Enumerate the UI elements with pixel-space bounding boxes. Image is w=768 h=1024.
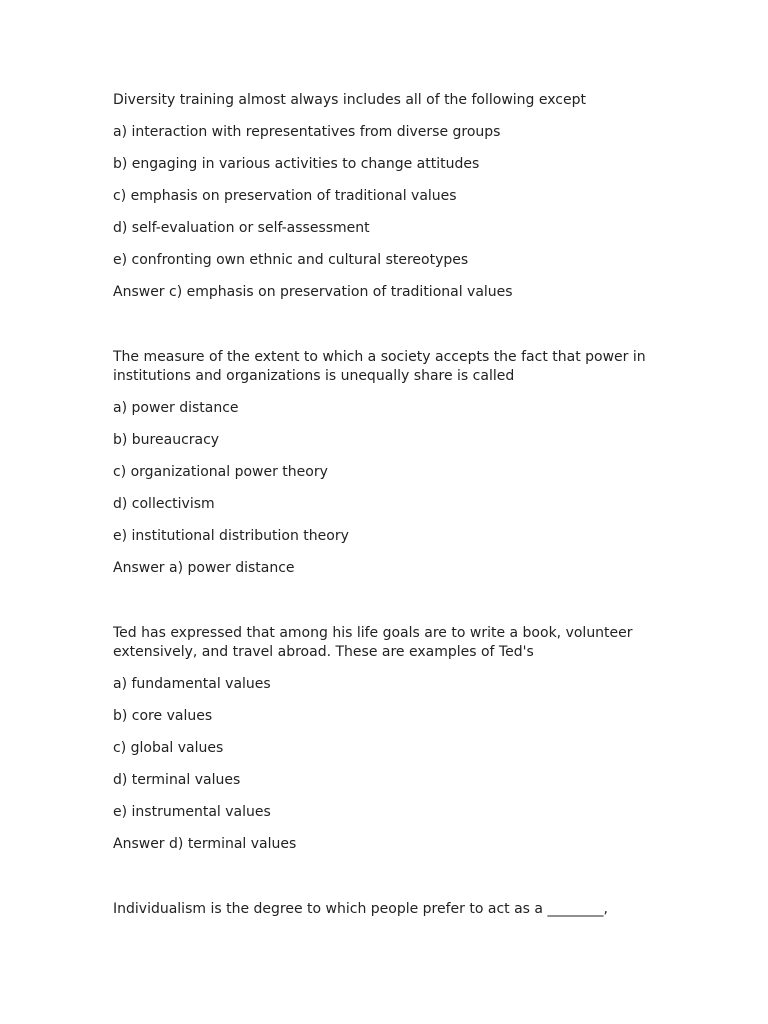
answer-option-d: d) terminal values xyxy=(113,772,241,788)
answer-option-b: b) core values xyxy=(113,708,213,724)
answer-option-e: e) confronting own ethnic and cultural stereotypes xyxy=(113,252,469,268)
question-1 xyxy=(113,91,653,302)
answer-option-e: e) instrumental values xyxy=(113,804,271,820)
question-text: The measure of the extent to which a society accepts the fact that power in institutions and organizations is unequally share is called xyxy=(113,349,646,384)
answer-key: Answer a) power distance xyxy=(113,560,295,576)
answer-key: Answer c) emphasis on preservation of traditional values xyxy=(113,284,513,300)
answer-option-a: a) power distance xyxy=(113,400,239,416)
question-text: Ted has expressed that among his life goals are to write a book, volunteer extensively, and travel abroad. These are examples of Ted's xyxy=(113,625,633,660)
answer-key: Answer d) terminal values xyxy=(113,836,297,852)
answer-option-d: d) self-evaluation or self-assessment xyxy=(113,220,370,236)
answer-option-b: b) bureaucracy xyxy=(113,432,220,448)
document-page xyxy=(113,91,653,932)
question-2 xyxy=(113,348,653,578)
answer-option-c: c) organizational power theory xyxy=(113,464,328,480)
answer-option-c: c) global values xyxy=(113,740,224,756)
answer-option-a: a) interaction with representatives from diverse groups xyxy=(113,124,501,140)
question-4 xyxy=(113,900,653,919)
answer-option-d: d) collectivism xyxy=(113,496,215,512)
answer-option-b: b) engaging in various activities to change attitudes xyxy=(113,156,480,172)
question-separator xyxy=(113,578,653,624)
question-text: Individualism is the degree to which people prefer to act as a ________, xyxy=(113,901,608,917)
answer-option-c: c) emphasis on preservation of traditional values xyxy=(113,188,457,204)
answer-option-e: e) institutional distribution theory xyxy=(113,528,349,544)
question-separator xyxy=(113,302,653,348)
question-text: Diversity training almost always includes all of the following except xyxy=(113,92,586,108)
question-separator xyxy=(113,854,653,900)
answer-option-a: a) fundamental values xyxy=(113,676,271,692)
question-3 xyxy=(113,624,653,854)
